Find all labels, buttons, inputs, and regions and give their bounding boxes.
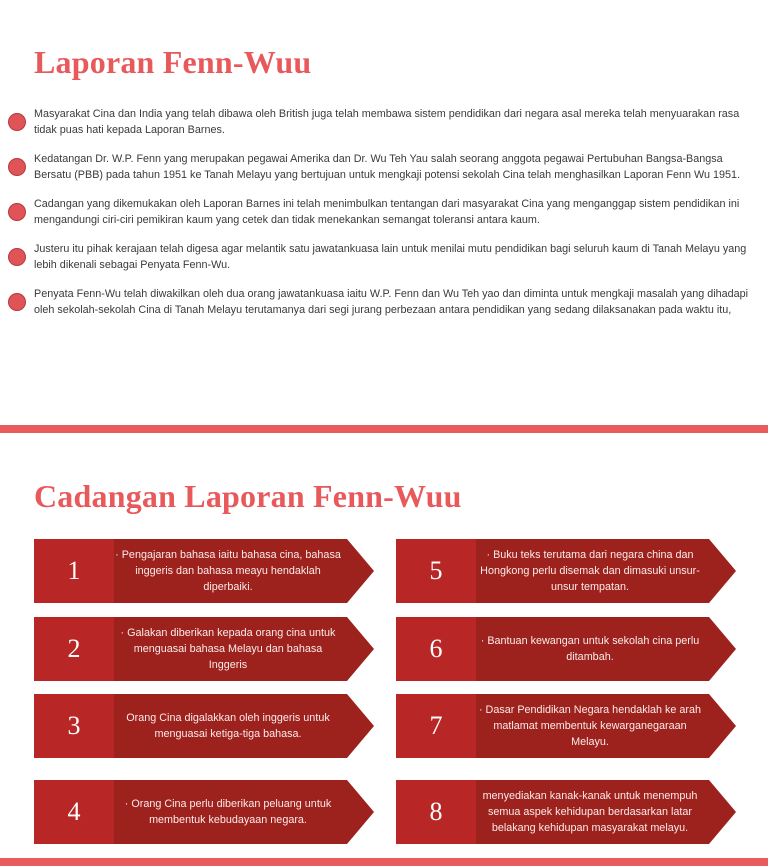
- card-text: · Orang Cina perlu diberikan peluang untuk membentuk kebudayaan negara.: [124, 798, 332, 826]
- card-text: · Galakan diberikan kepada orang cina untuk menguasai bahasa Melayu dan bahasa Inggeris: [120, 627, 336, 671]
- proposal-card-3: [34, 694, 374, 758]
- card-text: · Buku teks terutama dari negara china dan Hongkong perlu disemak dan dimasuki unsur-unsur tempatan.: [480, 549, 700, 593]
- slide-title: Cadangan Laporan Fenn-Wuu: [34, 478, 462, 514]
- proposal-card-1: [34, 539, 374, 603]
- bullet-list: [8, 106, 753, 331]
- slide-divider: [0, 425, 768, 433]
- bullet-dot-icon: [8, 113, 26, 131]
- card-text: · Bantuan kewangan untuk sekolah cina perlu ditambah.: [480, 635, 700, 663]
- slide-cadangan-laporan: [0, 433, 768, 858]
- bullet-dot-icon: [8, 293, 26, 311]
- bullet-text: Penyata Fenn-Wu telah diwakilkan oleh dua orang jawatankuasa iaitu W.P. Fenn dan Wu Teh yao dan diminta untuk mengkaji masalah yang dihadapi oleh sekolah-sekolah Cina di Tanah Melayu terutamanya dari segi jurang perbezaan antara pendidikan yang sedang dilaksanakan pada waktu itu,: [34, 288, 749, 316]
- card-text: Orang Cina digalakkan oleh inggeris untuk menguasai ketiga-tiga bahasa.: [126, 712, 330, 740]
- card-number: 6: [396, 617, 476, 681]
- card-number: 3: [34, 694, 114, 758]
- bullet-dot-icon: [8, 248, 26, 266]
- card-text: · Pengajaran bahasa iaitu bahasa cina, bahasa inggeris dan bahasa meayu hendaklah diperbaiki.: [115, 549, 341, 593]
- bullet-dot-icon: [8, 158, 26, 176]
- proposal-card-2: [34, 617, 374, 681]
- proposal-card-6: [396, 617, 736, 681]
- bullet-text: Kedatangan Dr. W.P. Fenn yang merupakan pegawai Amerika dan Dr. Wu Teh Yau salah seorang anggota pegawai Pertubuhan Bangsa-Bangsa Bersatu (PBB) pada tahun 1951 ke Tanah Melayu yang bertujuan untuk mengkaji potensi sekolah Cina telah menghasilkan Laporan Fenn Wu 1951.: [34, 153, 741, 181]
- slide-divider: [0, 858, 768, 866]
- proposal-card-8: [396, 780, 736, 844]
- card-number: 8: [396, 780, 476, 844]
- bullet-text: Masyarakat Cina dan India yang telah dibawa oleh British juga telah membawa sistem pendidikan dari negara asal mereka telah menyuarakan rasa tidak puas hati kepada Laporan Barnes.: [34, 108, 740, 136]
- bullet-item: [8, 196, 753, 228]
- slide-laporan-fenn-wuu: [0, 0, 768, 425]
- card-number: 4: [34, 780, 114, 844]
- proposal-card-4: [34, 780, 374, 844]
- bullet-text: Justeru itu pihak kerajaan telah digesa agar melantik satu jawatankuasa lain untuk menilai mutu pendidikan bagi seluruh kaum di Tanah Melayu yang lebih dikenali sebagai Penyata Fenn-Wu.: [34, 243, 747, 271]
- bullet-item: [8, 241, 753, 273]
- proposal-card-5: [396, 539, 736, 603]
- proposal-card-7: [396, 694, 736, 758]
- card-number: 5: [396, 539, 476, 603]
- card-number: 7: [396, 694, 476, 758]
- bullet-item: [8, 151, 753, 183]
- bullet-item: [8, 286, 753, 318]
- bullet-item: [8, 106, 753, 138]
- slide-title: Laporan Fenn-Wuu: [34, 44, 312, 80]
- bullet-dot-icon: [8, 203, 26, 221]
- bullet-text: Cadangan yang dikemukakan oleh Laporan Barnes ini telah menimbulkan tentangan dari masyarakat Cina yang menganggap sistem pendidikan ini mengandungi ciri-ciri pemikiran kaum yang cetek dan tidak menekankan semangat toleransi antara kaum.: [34, 198, 740, 226]
- card-number: 2: [34, 617, 114, 681]
- card-text: · Dasar Pendidikan Negara hendaklah ke arah matlamat membentuk kewarganegaraan Melayu.: [478, 704, 702, 748]
- card-number: 1: [34, 539, 114, 603]
- card-text: menyediakan kanak-kanak untuk menempuh semua aspek kehidupan berdasarkan latar belakang kehidupan masyarakat melayu.: [482, 790, 698, 834]
